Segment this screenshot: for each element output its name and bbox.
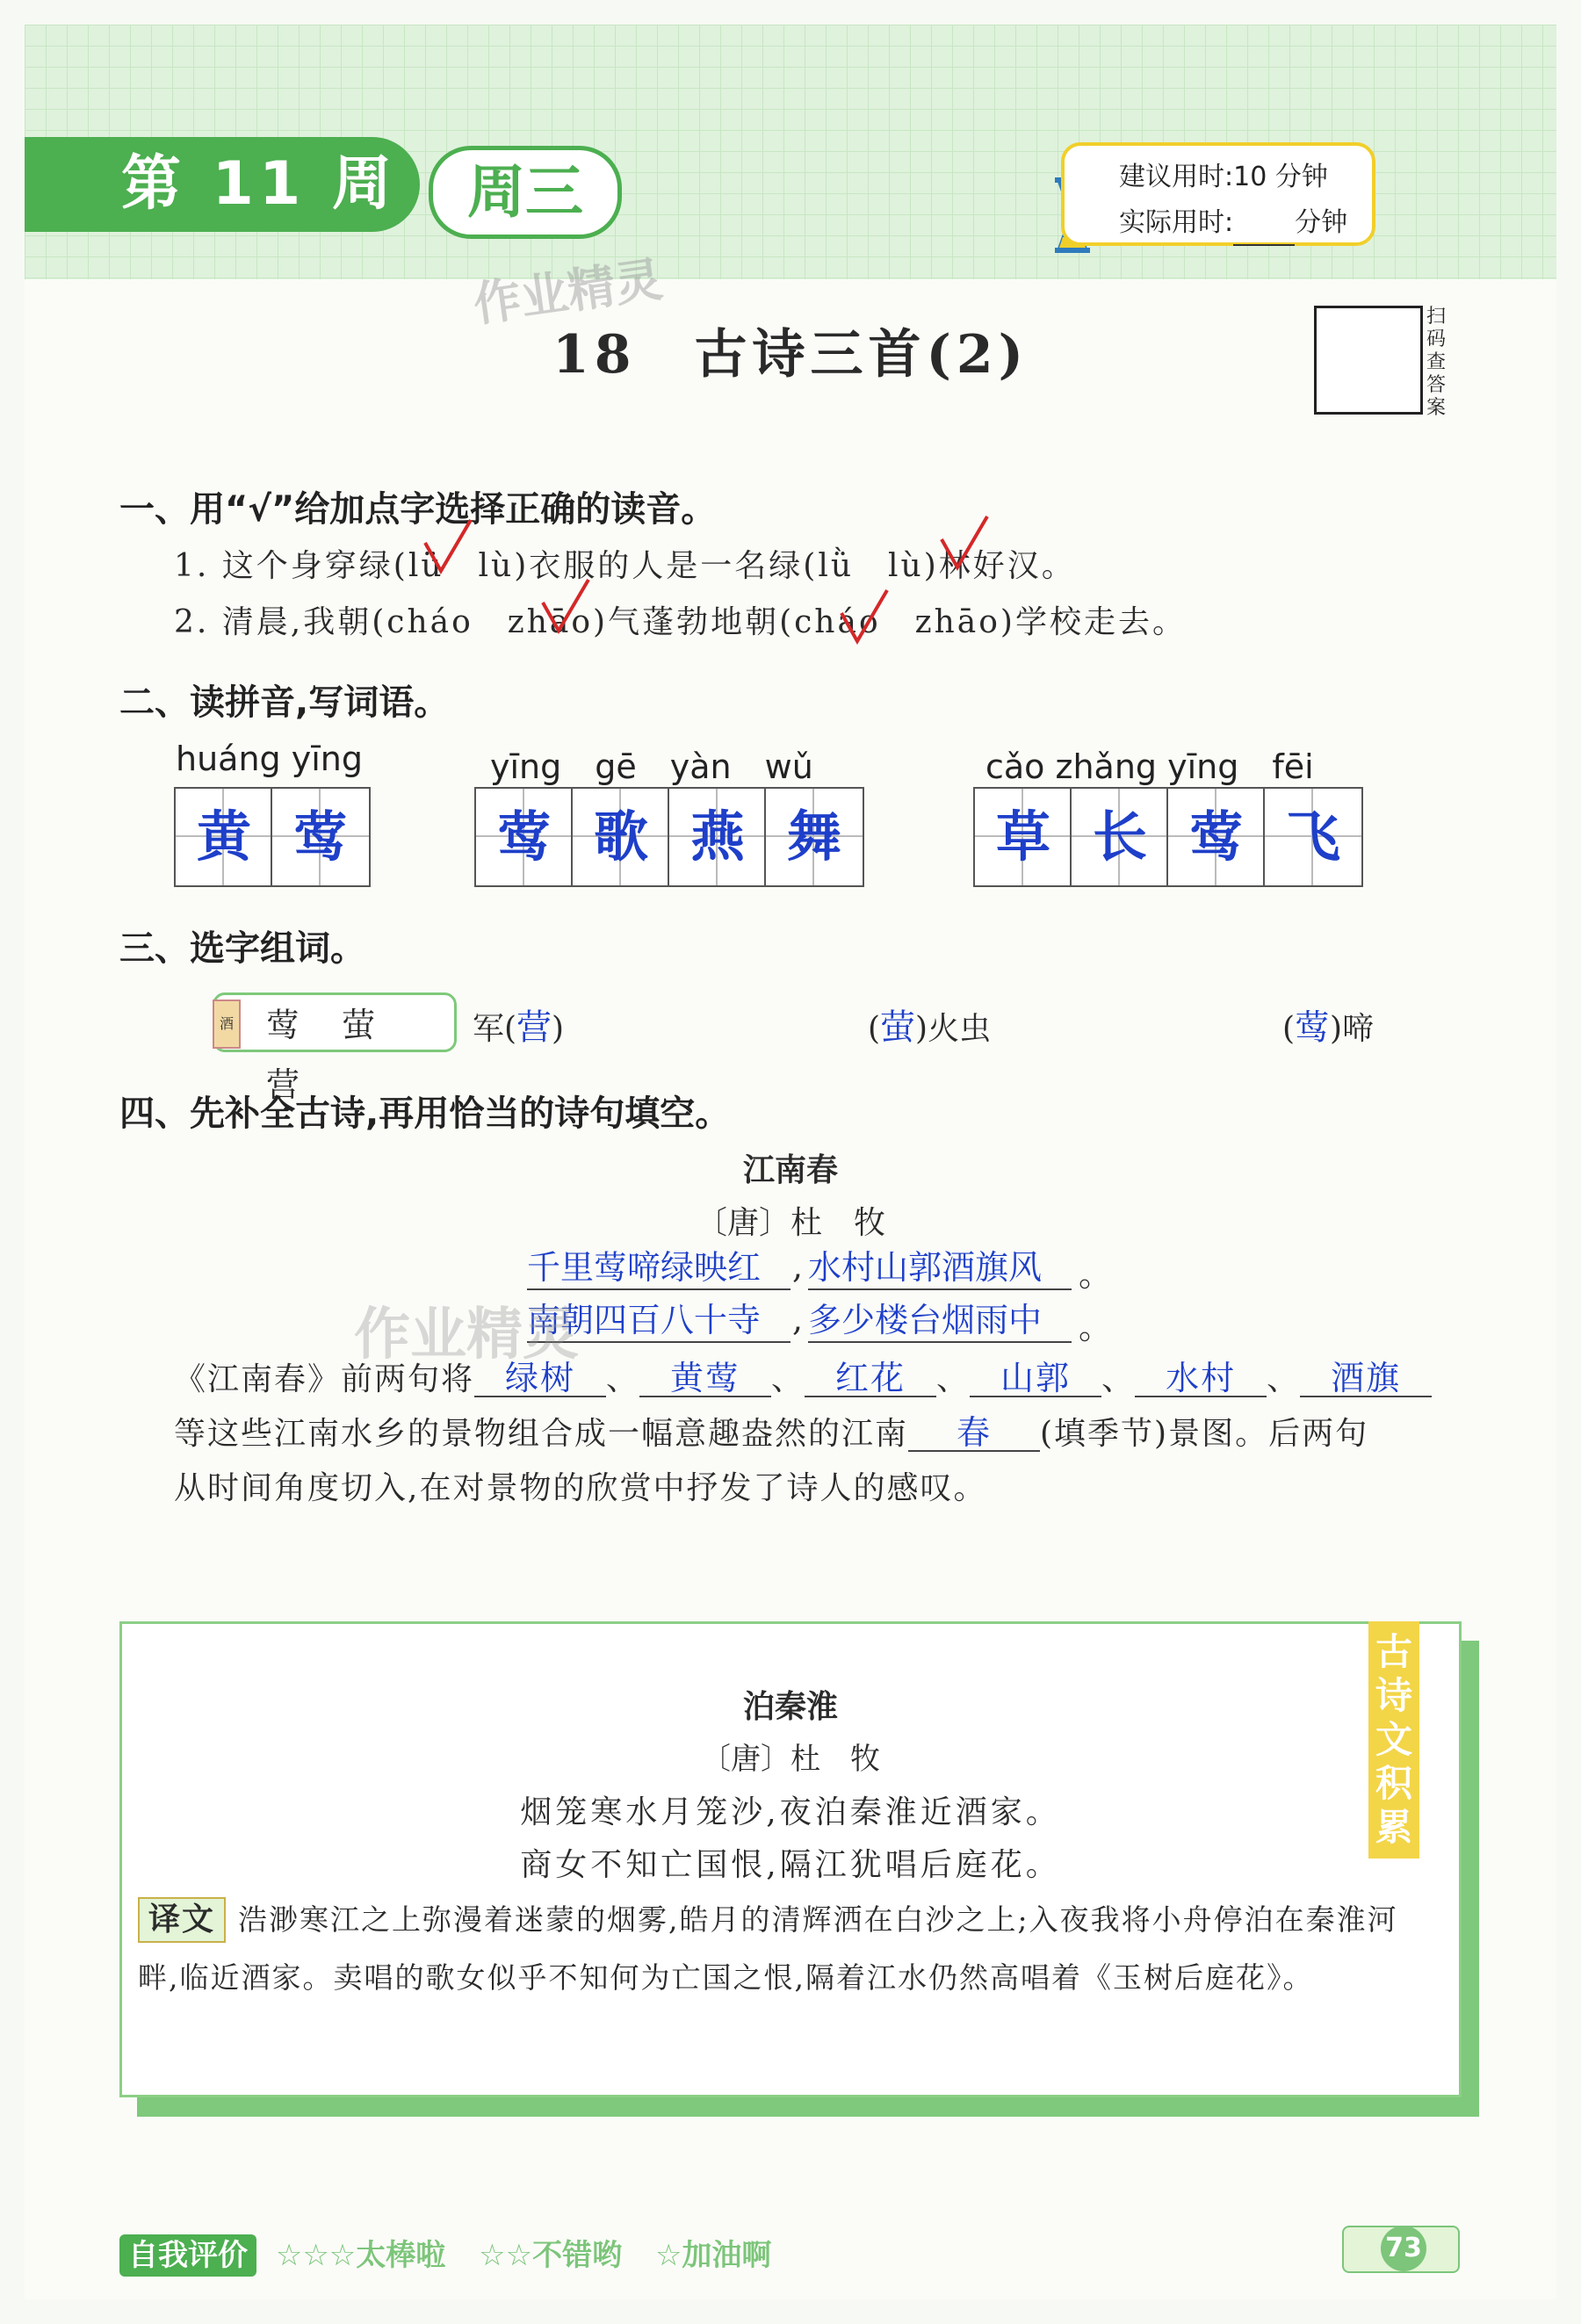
classic-poem-box [119, 1621, 1462, 2097]
comma: , [792, 1300, 804, 1339]
header-band [25, 25, 1556, 279]
section1-q2: 2. 清晨,我朝(cháo zhāo)气蓬勃地朝(cháo zhāo)学校走去。 [174, 604, 1187, 640]
answer-blank[interactable]: 山郭 [970, 1360, 1101, 1397]
pinyin-2: yīng gē yàn wǔ [490, 747, 813, 786]
writing-grid-2 [474, 787, 864, 887]
period: 。 [1079, 1308, 1113, 1346]
writing-cell[interactable]: 飞 [1265, 789, 1361, 885]
check-mark-icon [838, 587, 891, 648]
self-evaluation [119, 2231, 771, 2274]
section1-heading: 一、用“√”给加点字选择正确的读音。 [119, 489, 717, 530]
poem-analysis: 《江南春》前两句将 绿树 、 黄莺 、 红花 、 山郭 、 水村 、 酒旗 等这些江南水乡的景物组合成一幅意趣盎然的江南 春 (填季节)景图。后两句 从时间角度切入,在对景物的欣赏中抒发了诗人的感叹。 [174, 1353, 1474, 1516]
char-options: 莺 萤 营 [213, 992, 457, 1052]
pinyin-1: huáng yīng [176, 740, 363, 778]
fill-item-2: (萤)火虫 [868, 1007, 992, 1048]
accumulation-author: 〔唐〕杜 牧 [701, 1742, 880, 1777]
answer-blank[interactable]: 水村 [1135, 1360, 1267, 1397]
accumulation-line-1: 烟笼寒水月笼沙,夜泊秦淮近酒家。 [520, 1794, 1061, 1830]
pinyin-3: cǎo zhǎng yīng fēi [985, 747, 1314, 786]
page-number-badge [1342, 2226, 1460, 2273]
poem-line-2a[interactable]: 南朝四百八十寺 [527, 1293, 790, 1343]
writing-cell[interactable]: 长 [1072, 789, 1168, 885]
writing-cell[interactable]: 莺 [272, 789, 369, 885]
rating-try[interactable]: ☆加油啊 [654, 2238, 772, 2273]
answer-blank[interactable]: 红花 [805, 1360, 936, 1397]
actual-time-blank[interactable] [1233, 220, 1295, 246]
poem-line-1b[interactable]: 水村山郭酒旗风 [808, 1240, 1072, 1290]
accumulation-line-2: 商女不知亡国恨,隔江犹唱后庭花。 [520, 1847, 1061, 1883]
translation-label: 译文 [138, 1897, 226, 1943]
actual-time: 实际用时: 分钟 [1119, 200, 1372, 246]
suggest-time: 建议用时:10 分钟 [1119, 162, 1328, 192]
writing-cell[interactable]: 舞 [766, 789, 863, 885]
day-label: 周三 [429, 146, 622, 239]
fill-item-3: (莺)啼 [1282, 1007, 1375, 1048]
check-mark-icon [422, 516, 474, 578]
writing-cell[interactable]: 歌 [573, 789, 669, 885]
writing-cell[interactable]: 草 [975, 789, 1072, 885]
section2-heading: 二、读拼音,写词语。 [119, 682, 450, 723]
lesson-title: 18 古诗三首(2) [552, 324, 1029, 386]
poem-line-2b[interactable]: 多少楼台烟雨中 [808, 1293, 1072, 1343]
check-mark-icon [938, 513, 991, 574]
time-box [1061, 142, 1375, 246]
writing-cell[interactable]: 莺 [1168, 789, 1265, 885]
check-mark-icon [539, 576, 592, 638]
writing-cell[interactable]: 燕 [669, 789, 766, 885]
comma: , [792, 1247, 804, 1286]
translation: 译文 浩渺寒江之上弥漫着迷蒙的烟雾,皓月的清辉洒在白沙之上;入夜我将小舟停泊在秦淮河畔,临近酒家。卖唱的歌女似乎不知何为亡国之恨,隔着江水仍然高唱着《玉树后庭花》。 [138, 1891, 1429, 2007]
section4-heading: 四、先补全古诗,再用恰当的诗句填空。 [119, 1093, 731, 1134]
writing-grid-1 [174, 787, 371, 887]
accumulation-badge: 古诗文积累 [1368, 1621, 1419, 1858]
poem-line-1a[interactable]: 千里莺啼绿映红 [527, 1240, 790, 1290]
writing-cell[interactable]: 莺 [476, 789, 573, 885]
writing-grid-3 [973, 787, 1363, 887]
page-number: 73 [1381, 2226, 1426, 2271]
answer-blank[interactable]: 黄莺 [639, 1360, 771, 1397]
answer-blank[interactable]: 绿树 [474, 1360, 606, 1397]
poem-title: 江南春 [742, 1152, 838, 1188]
options-tag: 酒 [213, 1000, 241, 1049]
qr-code-icon[interactable] [1314, 306, 1423, 415]
answer-blank[interactable]: 春 [908, 1415, 1040, 1452]
rating-great[interactable]: ☆☆☆太棒啦 [275, 2238, 446, 2273]
writing-cell[interactable]: 黄 [176, 789, 272, 885]
accumulation-title: 泊秦淮 [742, 1689, 838, 1725]
section3-heading: 三、选字组词。 [119, 928, 365, 969]
fill-item-1: 军(营) [473, 1007, 565, 1048]
watermark: 作业精灵 [470, 251, 666, 333]
week-label: 第 11 周 [25, 137, 420, 232]
self-eval-label: 自我评价 [119, 2234, 256, 2277]
workbook-page [25, 25, 1556, 2299]
rating-good[interactable]: ☆☆不错哟 [479, 2238, 623, 2273]
poem-author: 〔唐〕杜 牧 [695, 1205, 885, 1241]
qr-label: 扫码查答案 [1426, 306, 1447, 419]
answer-blank[interactable]: 酒旗 [1300, 1360, 1432, 1397]
section1-q1: 1. 这个身穿绿(lǜ lù)衣服的人是一名绿(lǜ lù)林好汉。 [174, 548, 1076, 584]
watermark: 作业精灵 [354, 1303, 579, 1368]
period: 。 [1079, 1255, 1113, 1294]
